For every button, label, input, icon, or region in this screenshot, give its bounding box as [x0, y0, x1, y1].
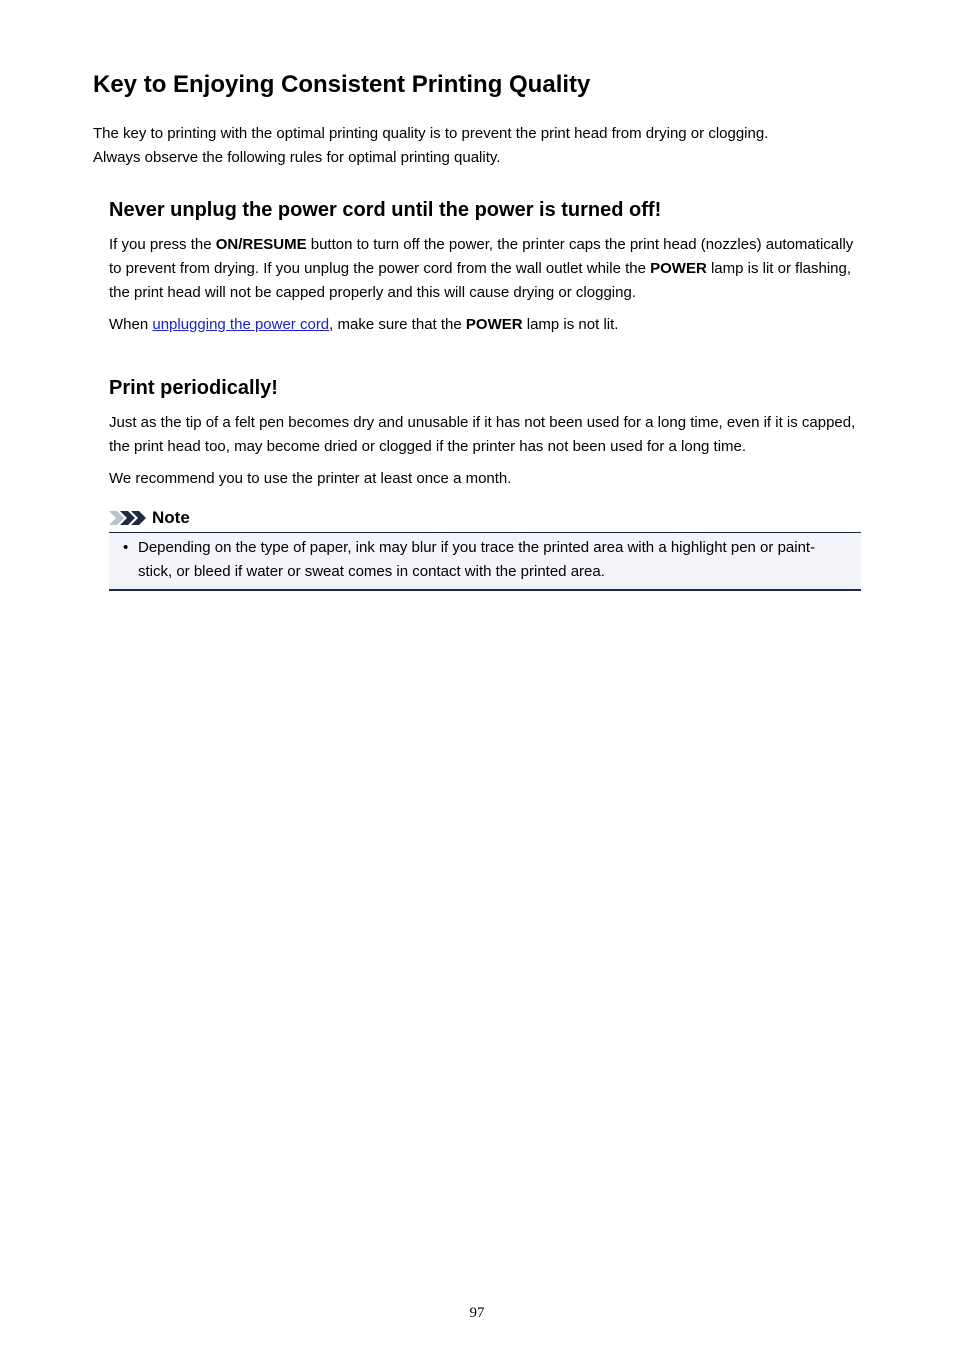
note-title: Note — [152, 507, 190, 527]
section-power-cord — [109, 196, 869, 337]
bullet-icon: • — [123, 539, 129, 556]
power-lamp-label: POWER — [650, 260, 707, 277]
intro-line-1: The key to printing with the optimal printing quality is to prevent the print head from drying or clogging. — [93, 125, 769, 142]
page-number: 97 — [469, 1305, 485, 1321]
section-heading-power-cord: Never unplug the power cord until the power is turned off! — [109, 199, 662, 221]
section-heading-print-periodically: Print periodically! — [109, 377, 278, 399]
text-run: If you press the — [109, 236, 216, 253]
note-header — [109, 503, 861, 532]
power-cord-paragraph — [109, 233, 869, 305]
recommendation-paragraph: We recommend you to use the printer at least once a month. — [109, 470, 512, 487]
note-box — [109, 503, 861, 591]
text-run: lamp is not lit. — [522, 316, 619, 333]
felt-pen-paragraph: Just as the tip of a felt pen becomes dry and unusable if it has not been used for a long time, even if it is capped, the print head too, may become dried or clogged if the printer has not been used for a long time. — [109, 414, 856, 455]
unplugging-power-cord-link[interactable]: unplugging the power cord — [152, 316, 330, 333]
note-content — [109, 532, 861, 591]
on-resume-button-label: ON/RESUME — [215, 236, 307, 253]
note-list — [109, 536, 861, 584]
page-title: Key to Enjoying Consistent Printing Quality — [93, 71, 591, 98]
note-list-item — [109, 536, 861, 584]
section-print-periodically — [109, 374, 869, 491]
unplugging-paragraph — [109, 313, 869, 337]
text-run: , make sure that the — [329, 316, 466, 333]
power-lamp-label: POWER — [465, 316, 523, 333]
text-run: lamp is lit or flashing, the print head will not be capped properly and this will cause drying or clogging. — [109, 260, 852, 301]
text-run: When — [109, 316, 153, 333]
intro-line-2: Always observe the following rules for optimal printing quality. — [93, 149, 501, 166]
note-chevrons-icon — [109, 509, 149, 527]
intro-paragraph — [93, 122, 873, 170]
note-item-text: Depending on the type of paper, ink may blur if you trace the printed area with a highlight pen or paint-stick, or bleed if water or sweat comes in contact with the printed area. — [138, 539, 816, 580]
text-run: button to turn off the power, the printer caps the print head (nozzles) automatically to prevent from drying. If you unplug the power cord from the wall outlet while the — [109, 236, 854, 277]
